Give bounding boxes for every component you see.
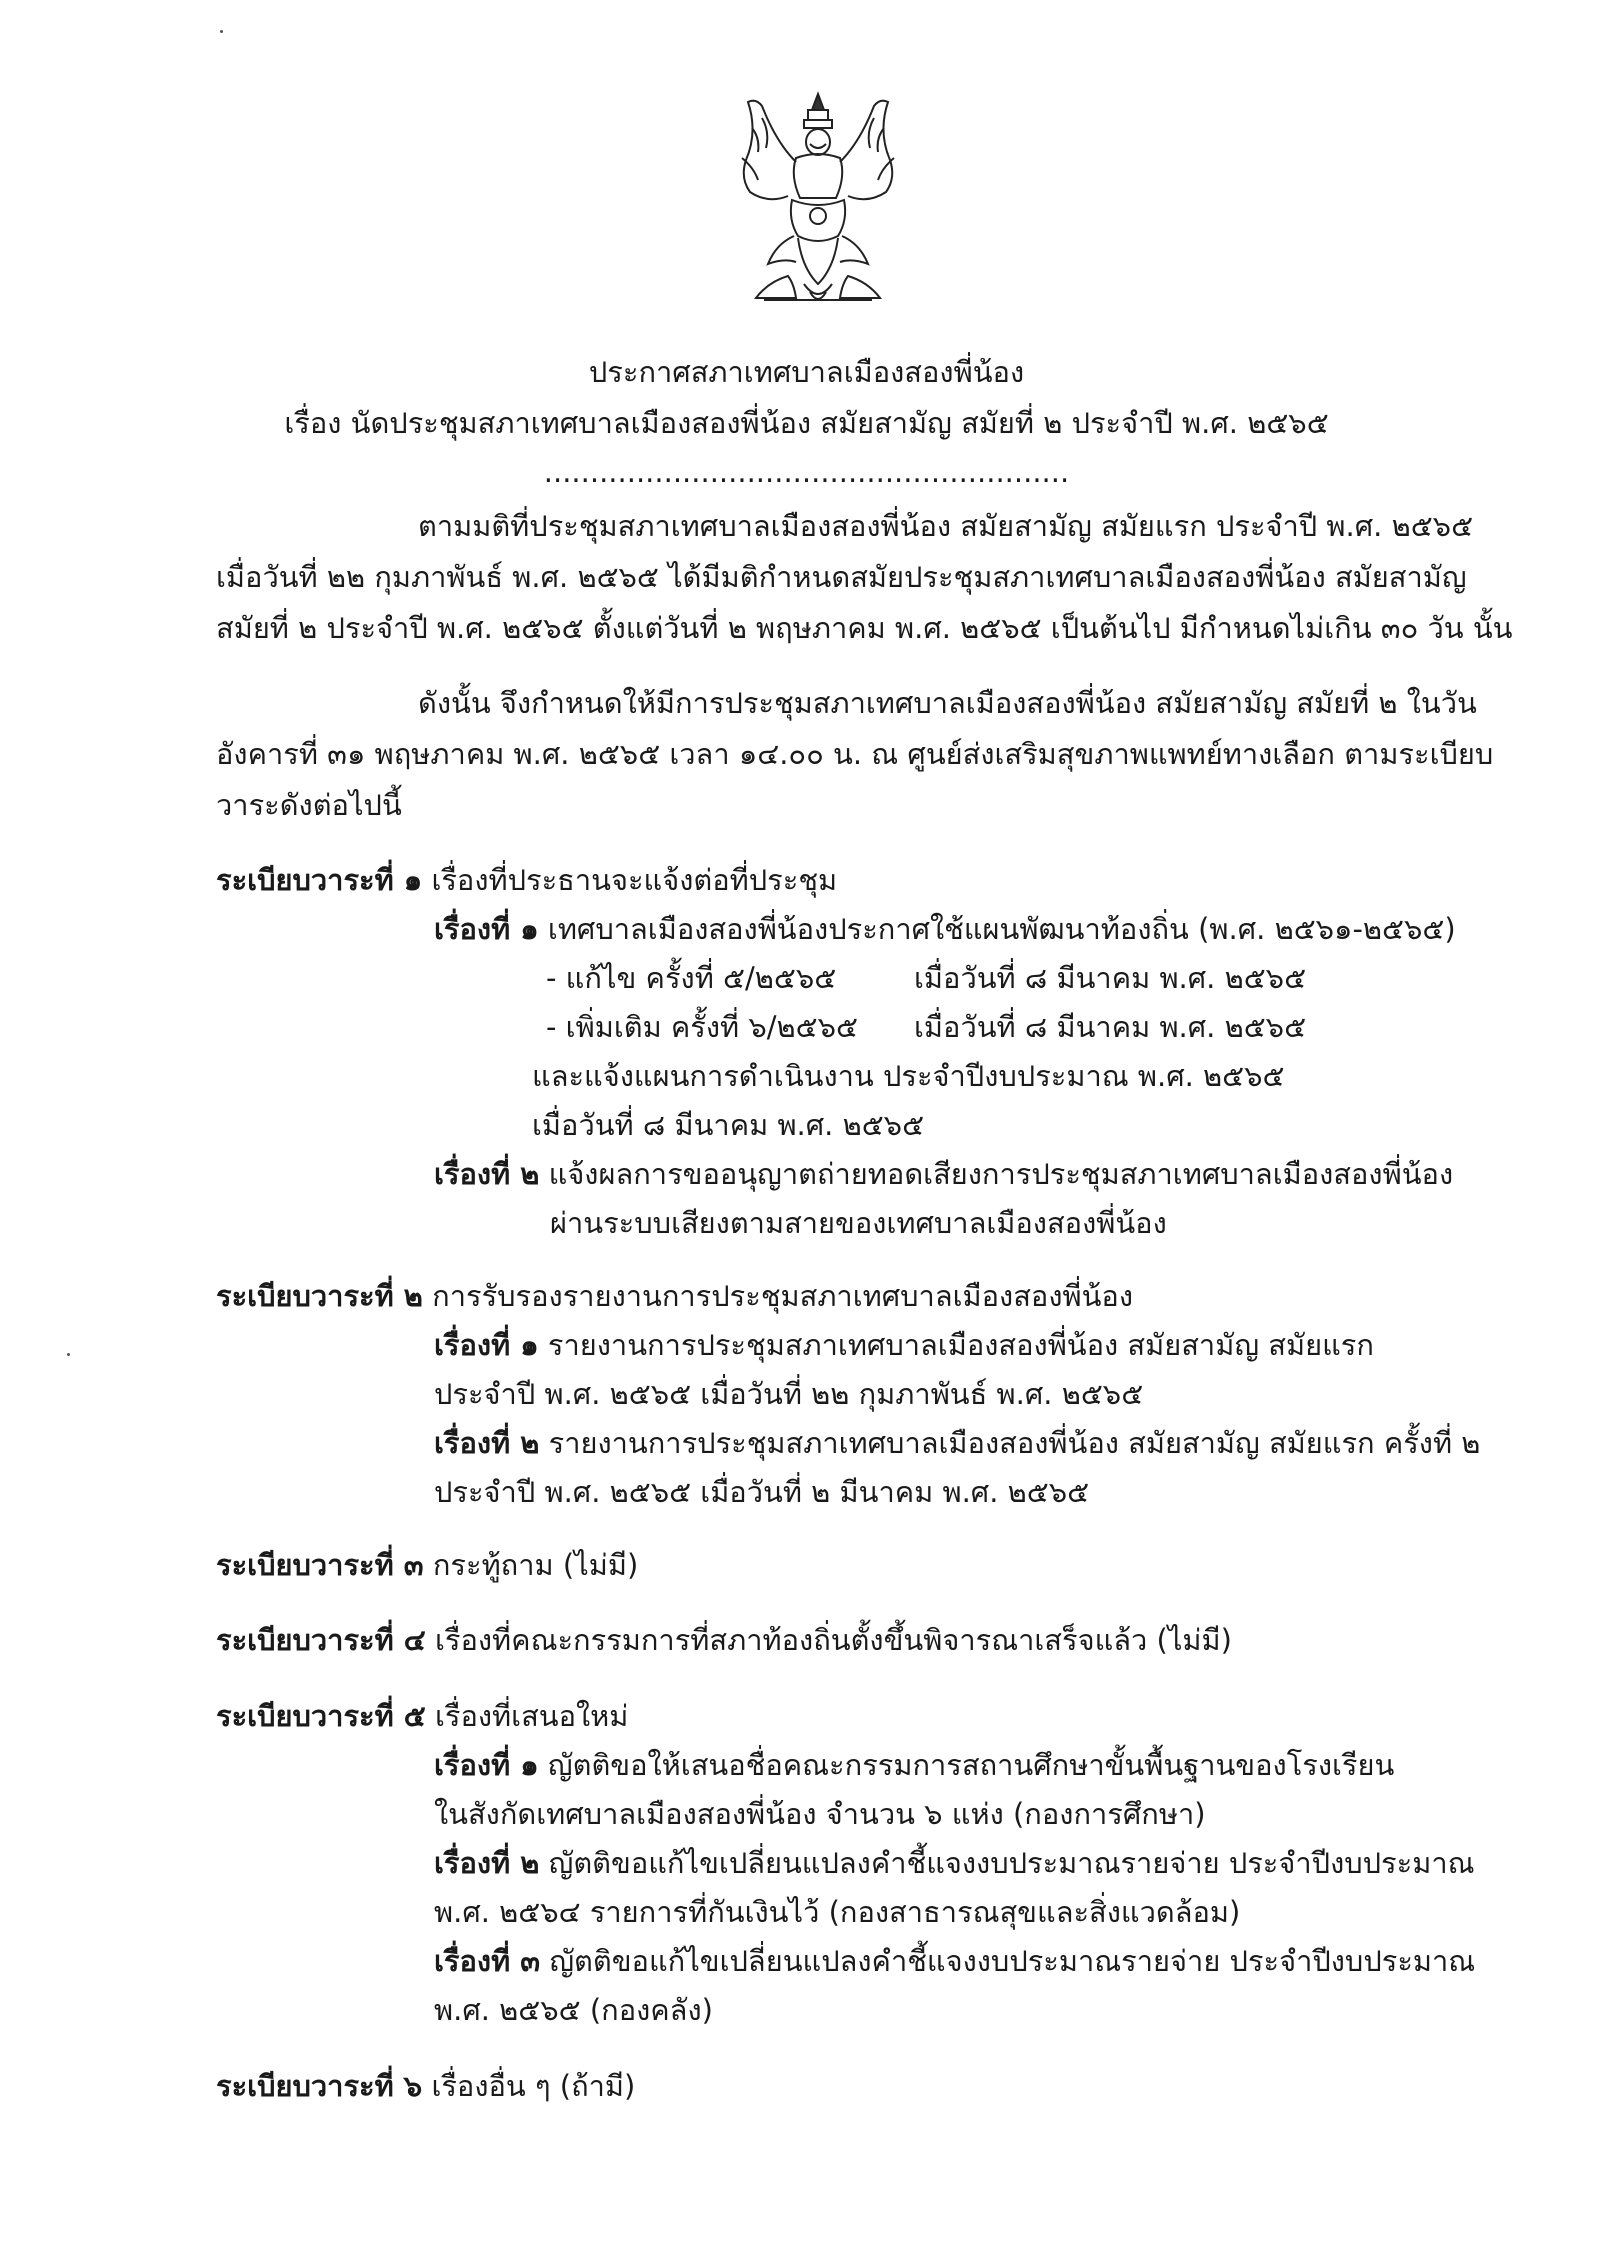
- scan-speck: [67, 1353, 70, 1356]
- agenda-1-item-1: [434, 909, 1456, 949]
- item-label: เรื่องที่ ๑: [434, 1748, 539, 1782]
- intro-paragraph-1-line: สมัยที่ ๒ ประจำปี พ.ศ. ๒๕๖๕ ตั้งแต่วันที่ ๒ พฤษภาคม พ.ศ. ๒๕๖๕ เป็นต้นไป มีกำหนดไม่เกิน ๓๐ วัน นั้น: [216, 611, 1513, 645]
- garuda-emblem: [734, 88, 902, 312]
- agenda-label: ระเบียบวาระที่ ๓: [216, 1548, 424, 1582]
- item-text: ญัตติขอแก้ไขเปลี่ยนแปลงคำชี้แจงงบประมาณรายจ่าย ประจำปีงบประมาณ: [549, 1944, 1476, 1978]
- agenda-text: เรื่องที่คณะกรรมการที่สภาท้องถิ่นตั้งขึ้นพิจารณาเสร็จแล้ว (ไม่มี): [434, 1623, 1232, 1657]
- item-label: เรื่องที่ ๒: [434, 1426, 540, 1460]
- agenda-5-item-1-cont: ในสังกัดเทศบาลเมืองสองพี่น้อง จำนวน ๖ แห่ง (กองการศึกษา): [434, 1797, 1206, 1831]
- agenda-2-item-2: [434, 1423, 1480, 1463]
- item-text: แจ้งผลการขออนุญาตถ่ายทอดเสียงการประชุมสภาเทศบาลเมืองสองพี่น้อง: [548, 1157, 1454, 1191]
- item-label: เรื่องที่ ๒: [434, 1157, 540, 1191]
- item-text: รายงานการประชุมสภาเทศบาลเมืองสองพี่น้อง สมัยสามัญ สมัยแรก: [547, 1328, 1374, 1362]
- agenda-5-item-1: [434, 1745, 1394, 1785]
- agenda-1-item-2: [434, 1154, 1453, 1194]
- item-label: เรื่องที่ ๑: [434, 1328, 539, 1362]
- intro-paragraph-1-line: ตามมติที่ประชุมสภาเทศบาลเมืองสองพี่น้อง สมัยสามัญ สมัยแรก ประจำปี พ.ศ. ๒๕๖๕: [418, 509, 1474, 543]
- item-label: เรื่องที่ ๓: [434, 1944, 541, 1978]
- item-text: ญัตติขอแก้ไขเปลี่ยนแปลงคำชี้แจงงบประมาณรายจ่าย ประจำปีงบประมาณ: [548, 1846, 1475, 1880]
- title-separator: .........................................................: [543, 455, 1070, 489]
- agenda-5-item-2: [434, 1843, 1475, 1883]
- intro-paragraph-2-line: วาระดังต่อไปนี้: [216, 788, 402, 822]
- agenda-4: [216, 1620, 1232, 1660]
- agenda-1-item-1-cont: และแจ้งแผนการดำเนินงาน ประจำปีงบประมาณ พ.ศ. ๒๕๖๕: [532, 1059, 1285, 1093]
- agenda-label: ระเบียบวาระที่ ๖: [216, 2069, 423, 2103]
- agenda-1-sub-1-date: เมื่อวันที่ ๘ มีนาคม พ.ศ. ๒๕๖๕: [914, 961, 1307, 995]
- agenda-5-item-3-cont: พ.ศ. ๒๕๖๕ (กองคลัง): [434, 1993, 713, 2027]
- scan-speck: [220, 30, 223, 33]
- agenda-2: [216, 1276, 1133, 1316]
- item-label: เรื่องที่ ๑: [434, 912, 539, 946]
- agenda-1-sub-2-date: เมื่อวันที่ ๘ มีนาคม พ.ศ. ๒๕๖๕: [914, 1010, 1307, 1044]
- agenda-2-item-1: [434, 1325, 1374, 1365]
- agenda-3: [216, 1545, 638, 1585]
- agenda-label: ระเบียบวาระที่ ๕: [216, 1699, 426, 1733]
- agenda-text: การรับรองรายงานการประชุมสภาเทศบาลเมืองสองพี่น้อง: [432, 1279, 1134, 1313]
- document-subject: เรื่อง นัดประชุมสภาเทศบาลเมืองสองพี่น้อง สมัยสามัญ สมัยที่ ๒ ประจำปี พ.ศ. ๒๕๖๕: [284, 406, 1329, 440]
- agenda-5: [216, 1696, 628, 1736]
- agenda-1: [216, 860, 837, 900]
- document-title: ประกาศสภาเทศบาลเมืองสองพี่น้อง: [588, 355, 1025, 389]
- agenda-5-item-2-cont: พ.ศ. ๒๕๖๔ รายการที่กันเงินไว้ (กองสาธารณสุขและสิ่งแวดล้อม): [434, 1895, 1241, 1929]
- agenda-text: กระทู้ถาม (ไม่มี): [432, 1548, 639, 1582]
- agenda-text: เรื่องที่ประธานจะแจ้งต่อที่ประชุม: [431, 863, 838, 897]
- intro-paragraph-1-line: เมื่อวันที่ ๒๒ กุมภาพันธ์ พ.ศ. ๒๕๖๕ ได้มีมติกำหนดสมัยประชุมสภาเทศบาลเมืองสองพี่น้อง สมัยสามัญ: [216, 560, 1467, 594]
- agenda-label: ระเบียบวาระที่ ๑: [216, 863, 423, 897]
- agenda-label: ระเบียบวาระที่ ๒: [216, 1279, 423, 1313]
- item-text: เทศบาลเมืองสองพี่น้องประกาศใช้แผนพัฒนาท้องถิ่น (พ.ศ. ๒๕๖๑-๒๕๖๕): [547, 912, 1456, 946]
- agenda-label: ระเบียบวาระที่ ๔: [216, 1623, 426, 1657]
- agenda-1-item-1-cont: เมื่อวันที่ ๘ มีนาคม พ.ศ. ๒๕๖๕: [532, 1108, 925, 1142]
- agenda-1-sub-1: - แก้ไข ครั้งที่ ๕/๒๕๖๕: [546, 961, 837, 995]
- agenda-5-item-3: [434, 1941, 1475, 1981]
- agenda-2-item-1-cont: ประจำปี พ.ศ. ๒๕๖๕ เมื่อวันที่ ๒๒ กุมภาพันธ์ พ.ศ. ๒๕๖๕: [434, 1377, 1144, 1411]
- intro-paragraph-2-line: อังคารที่ ๓๑ พฤษภาคม พ.ศ. ๒๕๖๕ เวลา ๑๔.๐๐ น. ณ ศูนย์ส่งเสริมสุขภาพแพทย์ทางเลือก ตามระเบียบ: [216, 737, 1494, 771]
- item-text: ญัตติขอให้เสนอชื่อคณะกรรมการสถานศึกษาขั้นพื้นฐานของโรงเรียน: [547, 1748, 1395, 1782]
- agenda-2-item-2-cont: ประจำปี พ.ศ. ๒๕๖๕ เมื่อวันที่ ๒ มีนาคม พ.ศ. ๒๕๖๕: [434, 1475, 1090, 1509]
- agenda-text: เรื่องอื่น ๆ (ถ้ามี): [431, 2069, 636, 2103]
- agenda-1-sub-2: - เพิ่มเติม ครั้งที่ ๖/๒๕๖๕: [546, 1010, 858, 1044]
- item-text: รายงานการประชุมสภาเทศบาลเมืองสองพี่น้อง สมัยสามัญ สมัยแรก ครั้งที่ ๒: [548, 1426, 1481, 1460]
- agenda-6: [216, 2066, 635, 2106]
- agenda-1-item-2-cont: ผ่านระบบเสียงตามสายของเทศบาลเมืองสองพี่น้อง: [550, 1206, 1167, 1240]
- intro-paragraph-2-line: ดังนั้น จึงกำหนดให้มีการประชุมสภาเทศบาลเมืองสองพี่น้อง สมัยสามัญ สมัยที่ ๒ ในวัน: [418, 686, 1477, 720]
- item-label: เรื่องที่ ๒: [434, 1846, 540, 1880]
- agenda-text: เรื่องที่เสนอใหม่: [434, 1699, 629, 1733]
